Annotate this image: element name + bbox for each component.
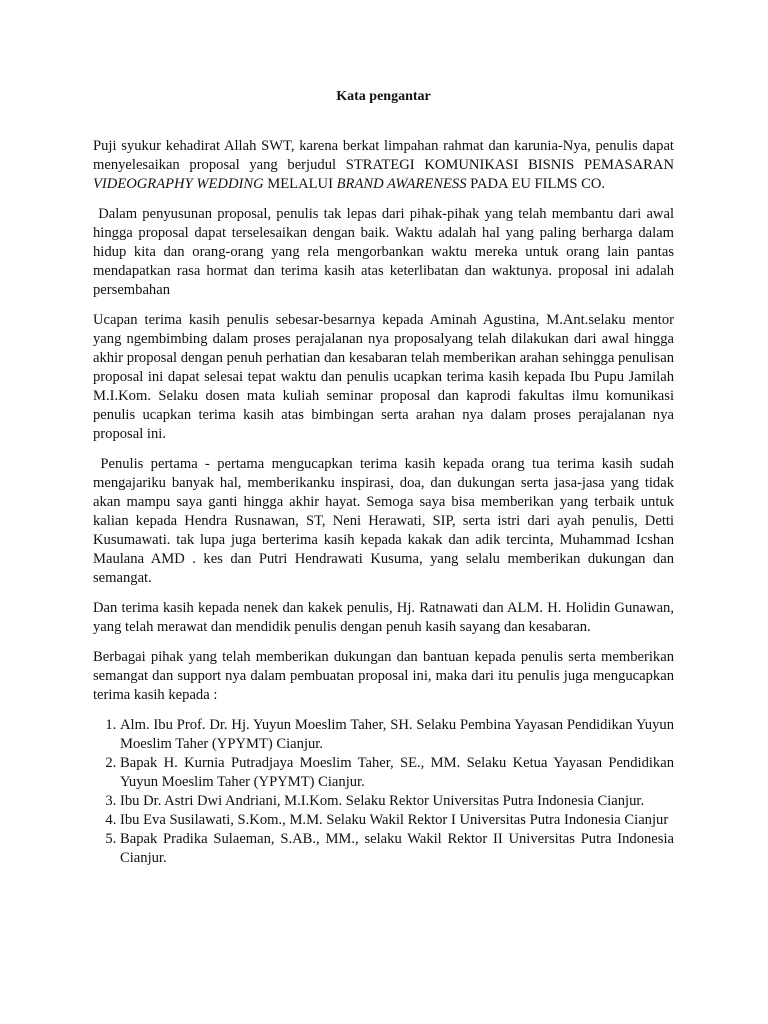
intro-text-a: Puji syukur kehadirat Allah SWT, karena berkat limpahan rahmat dan karunia-Nya, penulis dapat menyelesaikan proposal yang berjudul STRATEGI KOMUNIKASI BISNIS PEMASARAN	[93, 138, 674, 173]
page-title: Kata pengantar	[336, 89, 431, 104]
list-item: 3. Ibu Dr. Astri Dwi Andriani, M.I.Kom. Selaku Rektor Universitas Putra Indonesia Cianjur.	[120, 792, 674, 811]
paragraph-berbagai-pihak: Berbagai pihak yang telah memberikan dukungan dan bantuan kepada penulis serta memberikan semangat dan support nya dalam pembuatan proposal ini, maka dari itu penulis juga mengucapkan terima kasih kepada :	[93, 649, 674, 703]
paragraph-penyusunan: Dalam penyusunan proposal, penulis tak lepas dari pihak-pihak yang telah membantu dari awal hingga proposal dapat terselesaikan dengan baik. Waktu adalah hal yang paling berharga dalam hidup kita dan orang-orang yang rela mengorbankan waktu mereka untuk orang lain pantas mendapatkan rasa hormat dan terima kasih atas keterlibatan dan waktunya. proposal ini adalah persembahan	[93, 206, 674, 298]
list-item: 1. Alm. Ibu Prof. Dr. Hj. Yuyun Moeslim Taher, SH. Selaku Pembina Yayasan Pendidikan Yuyun Moeslim Taher (YPYMT) Cianjur.	[120, 716, 674, 754]
list-item: 2. Bapak H. Kurnia Putradjaya Moeslim Taher, SE., MM. Selaku Ketua Yayasan Pendidikan Yuyun Moeslim Taher (YPYMT) Cianjur.	[120, 754, 674, 792]
intro-italic-brand: BRAND AWARENESS	[336, 176, 467, 192]
paragraph-nenek-kakek: Dan terima kasih kepada nenek dan kakek penulis, Hj. Ratnawati dan ALM. H. Holidin Gunawan, yang telah merawat dan mendidik penulis dengan penuh kasih sayang dan kesabaran.	[93, 600, 674, 635]
intro-text-e: PADA EU FILMS CO.	[466, 176, 606, 192]
intro-text-c: MELALUI	[263, 176, 337, 192]
paragraph-orang-tua: Penulis pertama - pertama mengucapkan terima kasih kepada orang tua terima kasih sudah mengajariku banyak hal, memberikanku inspirasi, doa, dan dukungan serta jasa-jasa yang tidak akan mampu saya ganti hingga akhir hayat. Semoga saya bisa memberikan yang terbaik untuk kalian kepada Hendra Rusnawan, ST, Neni Herawati, SIP, serta istri dari ayah penulis, Detti Kusumawati. tak lupa juga berterima kasih kepada kakak dan adik tercinta, Muhammad Icshan Maulana AMD . kes dan Putri Hendrawati Kusuma, yang selalu memberikan dukungan dan semangat.	[93, 456, 674, 586]
list-item: 4. Ibu Eva Susilawati, S.Kom., M.M. Selaku Wakil Rektor I Universitas Putra Indonesia Cianjur	[120, 811, 674, 830]
acknowledgement-list	[93, 716, 674, 868]
list-item: 5. Bapak Pradika Sulaeman, S.AB., MM., selaku Wakil Rektor II Universitas Putra Indonesia Cianjur.	[120, 830, 674, 868]
document-body	[93, 137, 674, 868]
intro-italic-videography: VIDEOGRAPHY WEDDING	[93, 176, 264, 192]
paragraph-intro	[93, 137, 674, 194]
paragraph-ucapan: Ucapan terima kasih penulis sebesar-besarnya kepada Aminah Agustina, M.Ant.selaku mentor yang ngembimbing dalam proses perajalanan nya proposalyang telah dilakukan dari awal hingga akhir proposal dengan penuh perhatian dan kesabaran telah memberikan arahan sehingga penulisan proposal ini dapat selesai tepat waktu dan penulis ucapkan terima kasih kepada Ibu Pupu Jamilah M.I.Kom. Selaku dosen mata kuliah seminar proposal dan kaprodi fakultas ilmu komunikasi penulis ucapkan terima kasih atas bimbingan serta arahan nya dalam proses perajalanan nya proposal ini.	[93, 312, 674, 442]
